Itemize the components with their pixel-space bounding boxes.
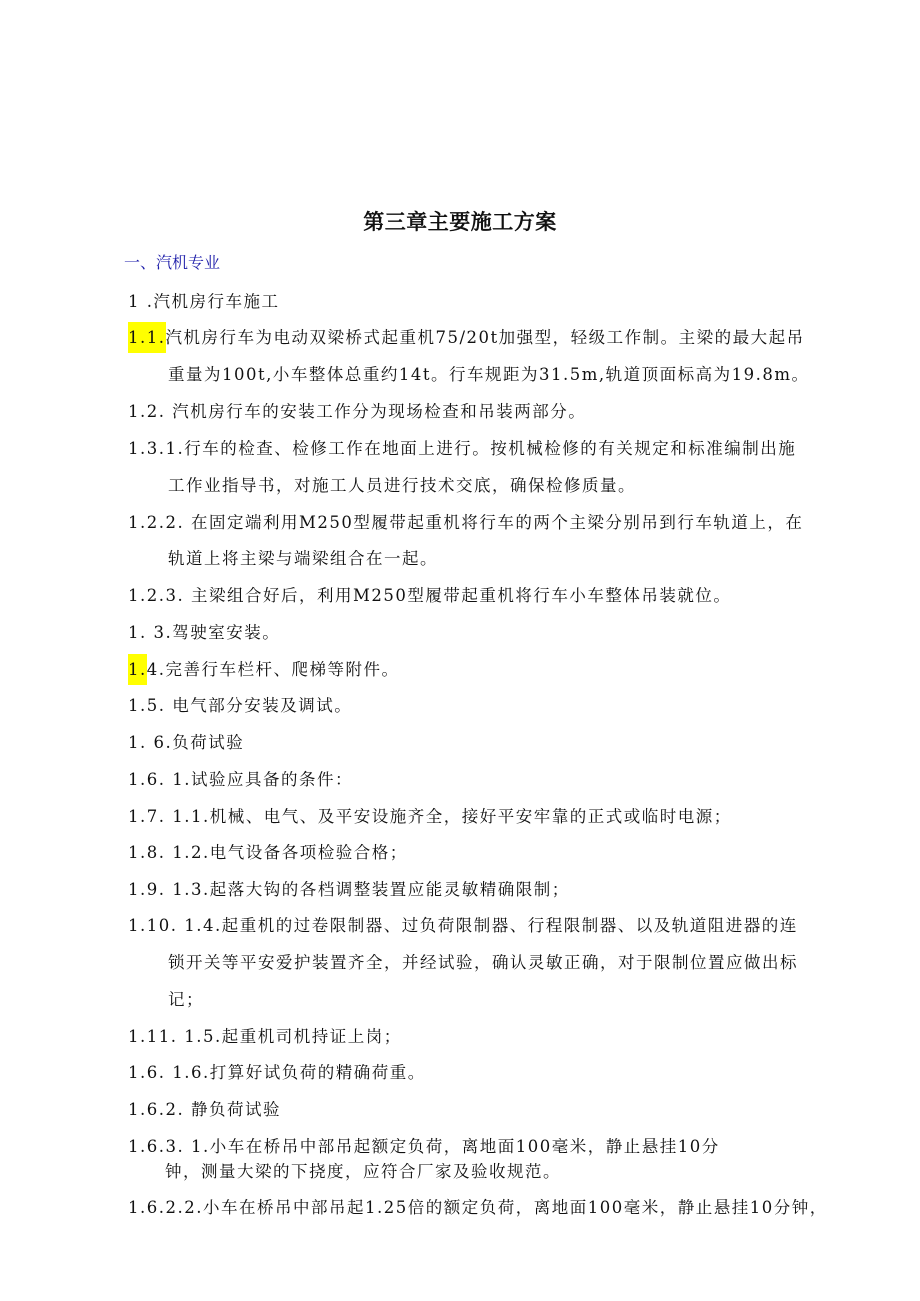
paragraph-line: 1.6. 1.试验应具备的条件： [128, 770, 353, 789]
paragraph-line: 工作业指导书，对施工人员进行技术交底，确保检修质量。 [168, 476, 636, 495]
paragraph-line: 钟，测量大梁的下挠度，应符合厂家及验收规范。 [165, 1162, 561, 1181]
paragraph-line: 1.6.3. 1.小车在桥吊中部吊起额定负荷，离地面100毫米，静止悬挂10分 [128, 1137, 720, 1156]
paragraph-line: 锁开关等平安爱护装置齐全，并经试验，确认灵敏正确，对于限制位置应做出标 [168, 953, 798, 972]
paragraph-line: 1.2.2. 在固定端利用M250型履带起重机将行车的两个主梁分别吊到行车轨道上，在 [128, 513, 804, 532]
paragraph-text: 4.完善行车栏杆、爬梯等附件。 [146, 660, 400, 679]
paragraph-line: 1 .汽机房行车施工 [128, 292, 280, 311]
paragraph-line: 1. 6.负荷试验 [128, 733, 245, 752]
chapter-title: 第三章主要施工方案 [363, 210, 557, 234]
paragraph-line: 1.8. 1.2.电气设备各项检验合格； [128, 843, 408, 862]
paragraph-line: 记； [168, 990, 204, 1009]
highlighted-number: 1. [128, 654, 147, 685]
paragraph-line: 1.10. 1.4.起重机的过卷限制器、过负荷限制器、行程限制器、以及轨道阻进器的连 [128, 916, 798, 935]
paragraph-line: 1.2. 汽机房行车的安装工作分为现场检查和吊装两部分。 [128, 402, 587, 421]
paragraph-line: 1.5. 电气部分安装及调试。 [128, 696, 353, 715]
paragraph-line: 1.6. 1.6.打算好试负荷的精确荷重。 [128, 1063, 426, 1082]
paragraph-line: 1.7. 1.1.机械、电气、及平安设施齐全，接好平安牢靠的正式或临时电源； [128, 807, 732, 826]
paragraph-line: 1.11. 1.5.起重机司机持证上岗； [128, 1027, 402, 1046]
highlighted-number: 1.1. [128, 322, 166, 353]
paragraph-line [128, 656, 400, 680]
paragraph-line [128, 324, 805, 348]
paragraph-line: 1.9. 1.3.起落大钩的各档调整装置应能灵敏精确限制； [128, 880, 570, 899]
paragraph-line: 重量为100t,小车整体总重约14t。行车规距为31.5m,轨道顶面标高为19.8m。 [168, 365, 810, 384]
paragraph-line: 1.6.2. 静负荷试验 [128, 1100, 281, 1119]
paragraph-line: 1. 3.驾驶室安装。 [128, 623, 281, 642]
paragraph-line: 1.6.2.2.小车在桥吊中部吊起1.25倍的额定负荷，离地面100毫米，静止悬挂10分钟， [128, 1198, 828, 1217]
section-heading: 一、汽机专业 [124, 253, 221, 272]
paragraph-line: 1.2.3. 主梁组合好后，利用M250型履带起重机将行车小车整体吊装就位。 [128, 586, 732, 605]
paragraph-line: 1.3.1.行车的检查、检修工作在地面上进行。按机械检修的有关规定和标准编制出施 [128, 439, 797, 458]
paragraph-text: 汽机房行车为电动双梁桥式起重机75/20t加强型，轻级工作制。主梁的最大起吊 [165, 328, 805, 347]
paragraph-line: 轨道上将主梁与端梁组合在一起。 [168, 549, 438, 568]
